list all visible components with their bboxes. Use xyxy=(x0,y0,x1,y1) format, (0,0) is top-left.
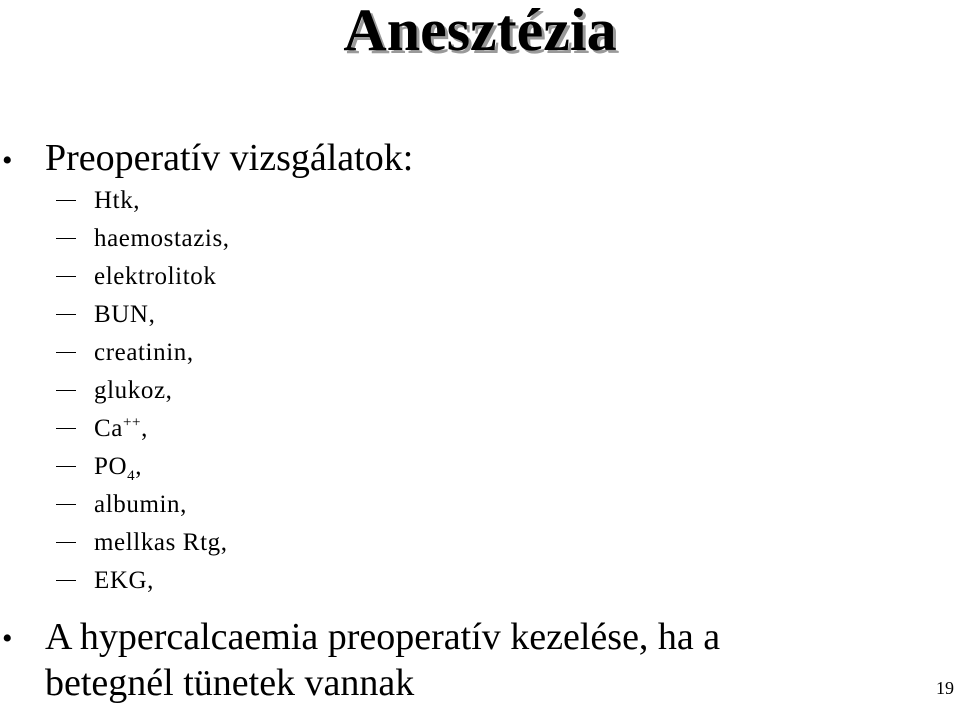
list-item-text: Htk, xyxy=(94,187,141,214)
dash-marker xyxy=(56,276,76,277)
bullet-text-line2: betegnél tünetek vannak xyxy=(45,662,415,704)
list-item xyxy=(56,410,230,448)
list-item-text: EKG, xyxy=(94,567,155,594)
list-item xyxy=(56,182,230,220)
dash-marker xyxy=(56,466,76,467)
list-item-tail: , xyxy=(141,415,148,442)
dash-marker xyxy=(56,390,76,391)
list-item-text: albumin, xyxy=(94,491,187,518)
list-item xyxy=(56,334,230,372)
dash-marker xyxy=(56,352,76,353)
list-item xyxy=(56,296,230,334)
bullet-dot: • xyxy=(2,144,13,177)
dash-marker xyxy=(56,314,76,315)
list-item-text: mellkas Rtg, xyxy=(94,529,228,556)
list-item xyxy=(56,258,230,296)
list-item-text: glukoz, xyxy=(94,377,173,404)
list-item xyxy=(56,372,230,410)
dash-marker xyxy=(56,428,76,429)
bullet-text xyxy=(45,614,720,706)
list-item-text: elektrolitok xyxy=(94,263,217,290)
list-item-text: Ca xyxy=(94,415,123,442)
list-item xyxy=(56,486,230,524)
list-item xyxy=(56,562,230,600)
list-item xyxy=(56,524,230,562)
bullet-text: Preoperatív vizsgálatok: xyxy=(45,137,414,179)
list-item-text: PO xyxy=(94,453,128,480)
dash-marker xyxy=(56,542,76,543)
dash-marker xyxy=(56,200,76,201)
dash-marker xyxy=(56,504,76,505)
bullet-dot: • xyxy=(2,622,13,655)
superscript: ++ xyxy=(122,414,142,431)
list-item-text: creatinin, xyxy=(94,339,194,366)
dash-marker xyxy=(56,238,76,239)
list-item xyxy=(56,220,230,258)
list-item-text: BUN, xyxy=(94,301,156,328)
list-item-text: haemostazis, xyxy=(94,225,230,252)
subscript: 4 xyxy=(127,468,136,484)
preoperative-tests-list xyxy=(56,182,230,600)
slide-title: Anesztézia xyxy=(343,0,617,63)
list-item xyxy=(56,448,230,486)
page-number: 19 xyxy=(936,678,954,698)
list-item-tail: , xyxy=(135,453,143,480)
dash-marker xyxy=(56,580,76,581)
bullet-text-line1: A hypercalcaemia preoperatív kezelése, ha a xyxy=(45,616,721,658)
